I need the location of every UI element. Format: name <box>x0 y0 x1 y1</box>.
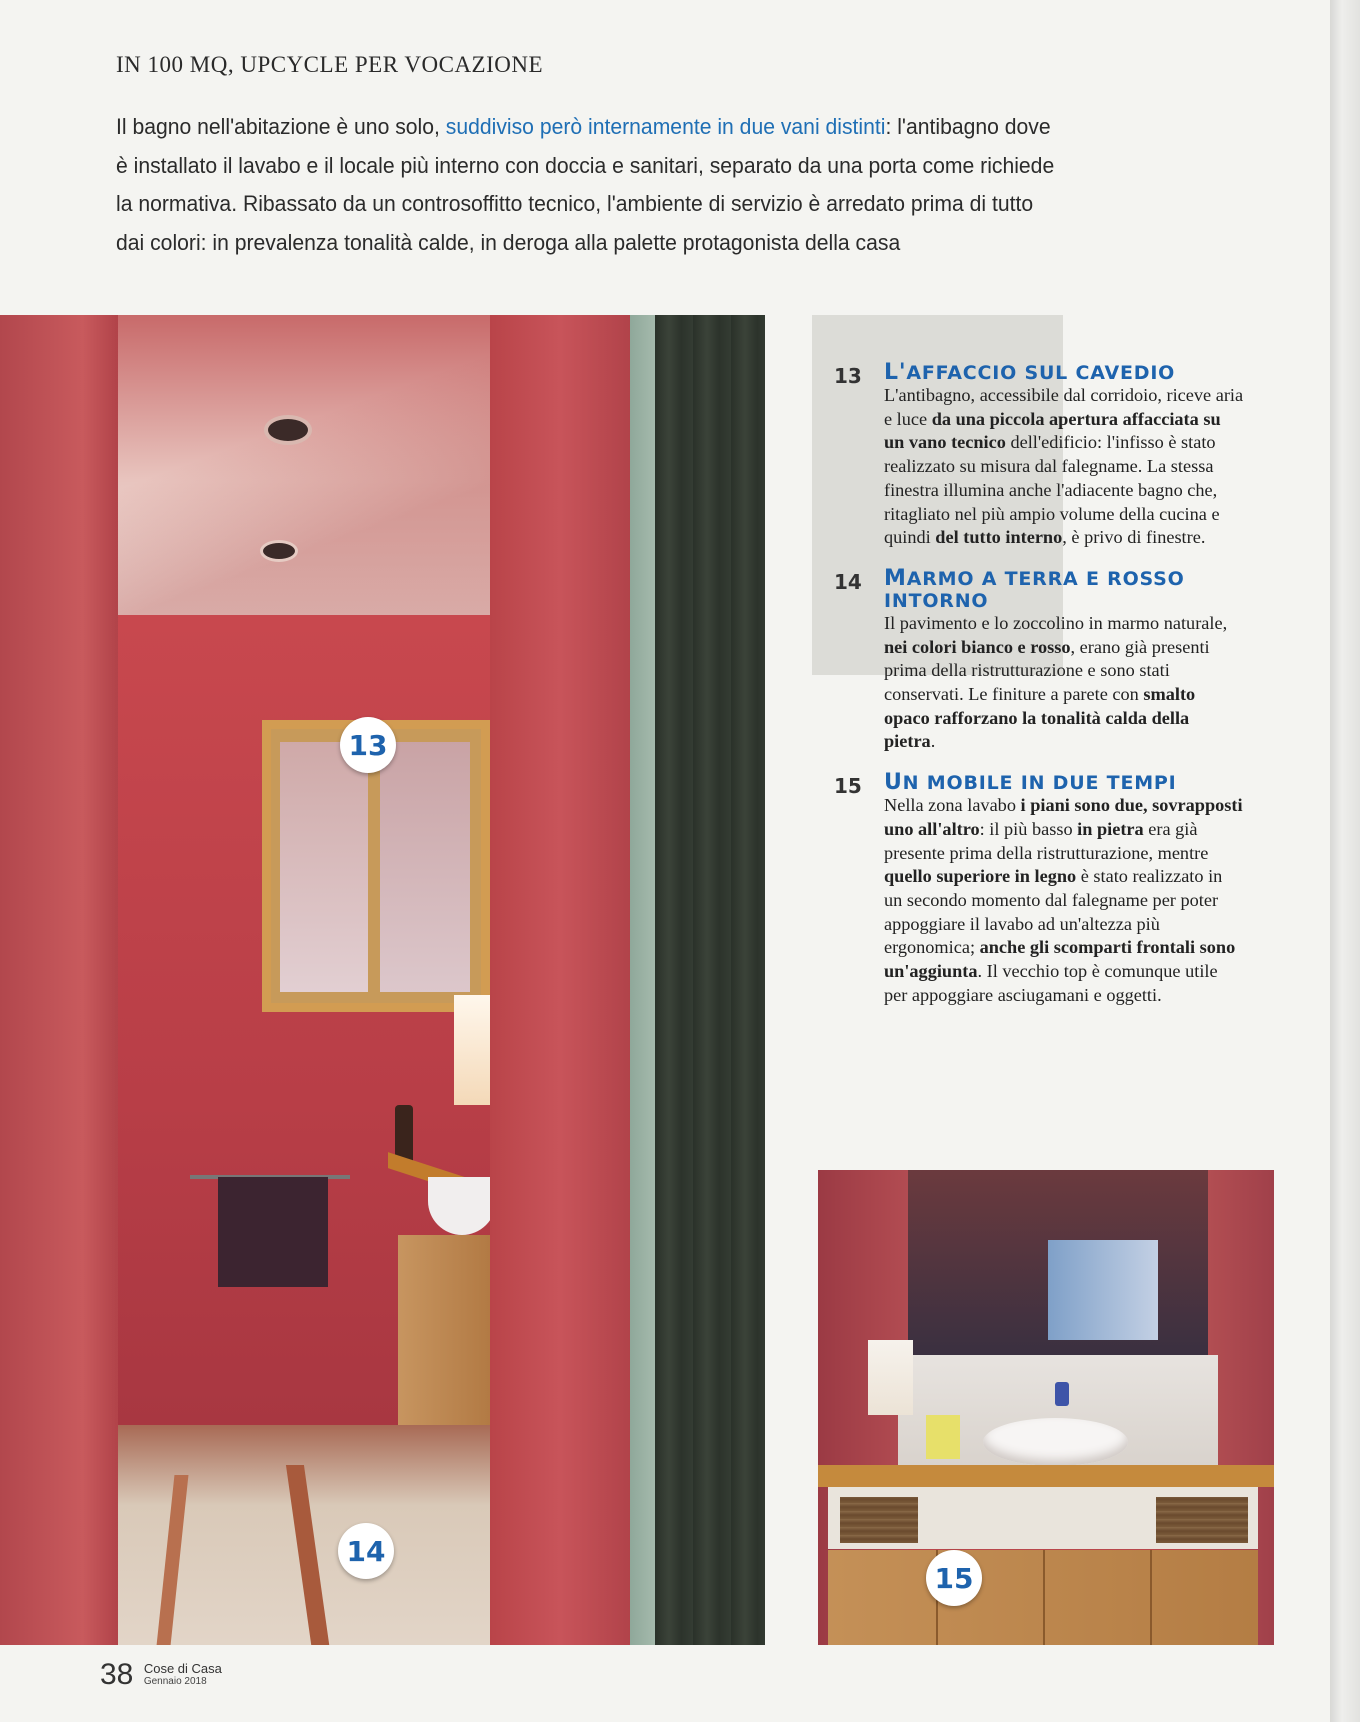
caption-body <box>884 612 1244 754</box>
body-text: dell'edificio: l'infisso è stato realizzato su misura dal falegname. La stessa finestra illumina anche l'adiacente bagno che, ritagliato nel più ampio volume della cucina e quindi <box>884 432 1220 548</box>
body-bold: in pietra <box>1077 818 1144 839</box>
body-text: , erano già presenti prima della ristrutturazione e sono stati conservati. Le finiture a parete con <box>884 636 1210 705</box>
body-bold: da una piccola apertura affacciata su un vano tecnico <box>884 408 1221 453</box>
body-text: Il pavimento e lo zoccolino in marmo naturale, <box>884 612 1228 633</box>
body-text: : il più basso <box>979 818 1078 839</box>
ceiling-spotlight <box>264 415 312 445</box>
title-rest: AFFACCIO SUL CAVEDIO <box>906 362 1176 384</box>
title-rest: ARMO A TERRA E ROSSO INTORNO <box>884 567 1185 612</box>
reflected-door <box>1048 1240 1158 1340</box>
photo-badge-13: 13 <box>340 717 396 773</box>
title-initial: M <box>884 565 907 591</box>
body-bold: anche gli scomparti frontali sono un'aggiunta <box>884 937 1236 982</box>
title-rest: N MOBILE IN DUE TEMPI <box>902 772 1177 795</box>
photo-badge-15: 15 <box>926 1550 982 1606</box>
shower-curtain <box>655 315 765 1645</box>
caption-15 <box>834 772 1244 1007</box>
window-pane <box>380 742 470 992</box>
drawer-divider <box>1043 1550 1045 1645</box>
vanity-photo <box>818 1170 1274 1645</box>
intro-highlight: suddiviso però internamente in due vani distinti <box>445 114 886 139</box>
ceiling-spotlight <box>260 540 298 562</box>
photo-ceiling-shade <box>118 315 490 615</box>
body-text: . Il vecchio top è comunque utile per appoggiare asciugamani e oggetti. <box>884 961 1218 1005</box>
magazine-info <box>144 1662 222 1688</box>
captions-column <box>834 362 1244 1025</box>
caption-14 <box>834 565 1244 754</box>
lamp <box>454 995 494 1105</box>
caption-number: 13 <box>834 364 862 388</box>
caption-body <box>884 794 1244 1007</box>
washbasin <box>983 1418 1128 1466</box>
main-bathroom-photo <box>0 315 765 1645</box>
section-kicker: IN 100 MQ, UPCYCLE PER VOCAZIONE <box>116 52 544 77</box>
page-gutter <box>1330 0 1360 1722</box>
body-text: è stato realizzato in un secondo momento dal falegname per poter appoggiare il lavabo ad un'altezza più ergonomica; <box>884 866 1223 958</box>
body-text: , è privo di finestre. <box>1062 527 1206 548</box>
caption-13 <box>834 362 1244 550</box>
caption-title <box>884 565 1244 612</box>
title-initial: U <box>884 770 903 796</box>
faucet <box>1055 1382 1069 1406</box>
body-bold: smalto opaco rafforzano la tonalità calda della pietra <box>884 684 1196 752</box>
page-footer <box>100 1660 222 1690</box>
wood-countertop <box>818 1465 1274 1487</box>
body-text: L'antibagno, accessibile dal corridoio, riceve aria e luce <box>884 385 1244 429</box>
towel <box>218 1177 328 1287</box>
body-bold: i piani sono due, sovrapposti uno all'altro <box>884 795 1243 839</box>
body-text: . <box>930 731 936 752</box>
caption-title <box>884 362 1244 384</box>
body-text: era già presente prima della ristrutturazione, mentre <box>884 818 1209 863</box>
intro-text-after: : l'antibagno dove è installato il lavabo e il locale più interno con doccia e sanitari, separato da una porta come richiede la normativa. Ribassato da un controsoffitto tecnico, l'ambiente di servizio è arredato prima di tutto dai colori: in prevalenza tonalità calde, in deroga alla palette protagonista della casa <box>116 114 1055 255</box>
caption-body <box>884 384 1244 550</box>
issue-date: Gennaio 2018 <box>143 1676 207 1687</box>
vanity-drawers <box>828 1550 1258 1645</box>
body-text: Nella zona lavabo <box>884 795 1021 816</box>
body-bold: del tutto interno <box>935 527 1063 548</box>
caption-title <box>884 772 1244 794</box>
lamp <box>868 1340 913 1415</box>
drawer-divider <box>1150 1550 1152 1645</box>
intro-text-before: Il bagno nell'abitazione è uno solo, <box>116 114 446 139</box>
photo-badge-14: 14 <box>338 1523 394 1579</box>
page-number: 38 <box>100 1658 134 1691</box>
intro-paragraph <box>116 108 1065 262</box>
caption-number: 15 <box>834 774 862 799</box>
body-bold: quello superiore in legno <box>884 866 1077 887</box>
caption-number: 14 <box>834 569 862 594</box>
candle <box>926 1415 960 1459</box>
title-initial: L' <box>884 360 907 385</box>
window-pane <box>280 742 368 992</box>
wicker-basket <box>1156 1497 1248 1543</box>
body-bold: nei colori bianco e rosso <box>884 636 1071 657</box>
red-pillar <box>490 315 630 1645</box>
photo-left-wall <box>0 315 118 1645</box>
magazine-name: Cose di Casa <box>143 1661 222 1676</box>
wicker-basket <box>840 1497 918 1543</box>
